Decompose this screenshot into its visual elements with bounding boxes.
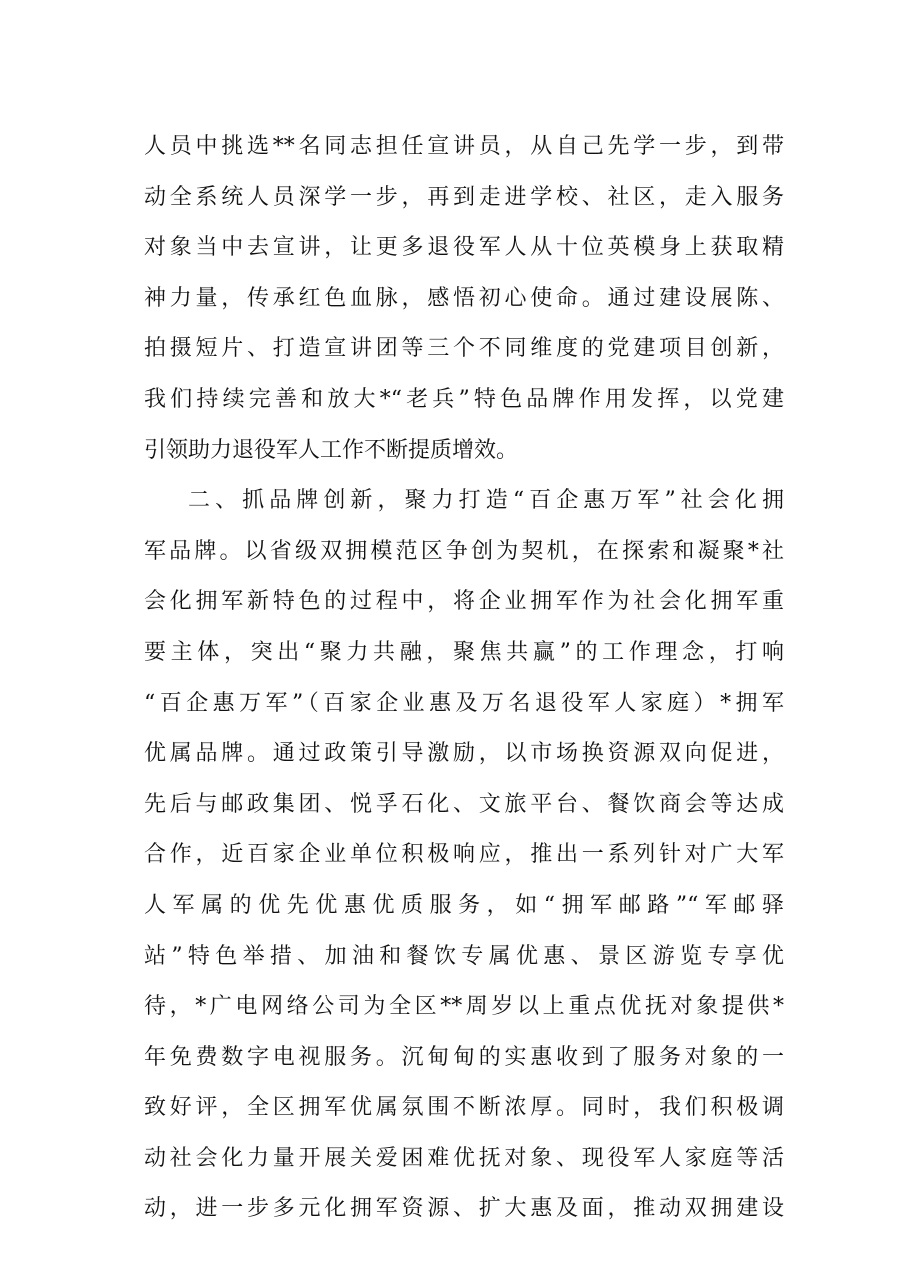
text-line: “百企惠万军”（百家企业惠及万名退役军人家庭）*拥军 (144, 690, 784, 716)
text-line: 站”特色举措、加油和餐饮专属优惠、景区游览专享优 (144, 943, 784, 969)
text-line: 拍摄短片、打造宣讲团等三个不同维度的党建项目创新， (144, 336, 784, 362)
text-line: 合作，近百家企业单位积极响应，推出一系列针对广大军 (144, 842, 784, 868)
text-line: 引领助力退役军人工作不断提质增效。 (144, 437, 519, 463)
text-line: 对象当中去宣讲，让更多退役军人从十位英模身上获取精 (144, 235, 784, 261)
text-line: 先后与邮政集团、悦孚石化、文旅平台、餐饮商会等达成 (144, 791, 784, 817)
text-line: 致好评，全区拥军优属氛围不断浓厚。同时，我们积极调 (144, 1095, 784, 1121)
section-heading-line: 二、抓品牌创新，聚力打造“百企惠万军”社会化拥 (188, 488, 784, 514)
text-line: 军品牌。以省级双拥模范区争创为契机，在探索和凝聚*社 (144, 538, 784, 564)
text-line: 待，*广电网络公司为全区**周岁以上重点优抚对象提供* (144, 994, 784, 1020)
text-line: 要主体，突出“聚力共融，聚焦共赢”的工作理念，打响 (144, 639, 784, 665)
text-line: 人军属的优先优惠优质服务，如“拥军邮路”“军邮驿 (144, 892, 784, 918)
text-line: 优属品牌。通过政策引导激励，以市场换资源双向促进， (144, 741, 784, 767)
text-line: 会化拥军新特色的过程中，将企业拥军作为社会化拥军重 (144, 589, 784, 615)
text-line: 年免费数字电视服务。沉甸甸的实惠收到了服务对象的一 (144, 1044, 784, 1070)
text-line: 动社会化力量开展关爱困难优抚对象、现役军人家庭等活 (144, 1145, 784, 1171)
text-line: 神力量，传承红色血脉，感悟初心使命。通过建设展陈、 (144, 285, 784, 311)
text-line: 动全系统人员深学一步，再到走进学校、社区，走入服务 (144, 184, 784, 210)
text-line: 人员中挑选**名同志担任宣讲员，从自己先学一步，到带 (144, 134, 784, 159)
body-text (144, 122, 784, 1235)
text-line: 我们持续完善和放大*“老兵”特色品牌作用发挥，以党建 (144, 386, 784, 412)
text-line: 动，进一步多元化拥军资源、扩大惠及面，推动双拥建设 (144, 1196, 784, 1222)
